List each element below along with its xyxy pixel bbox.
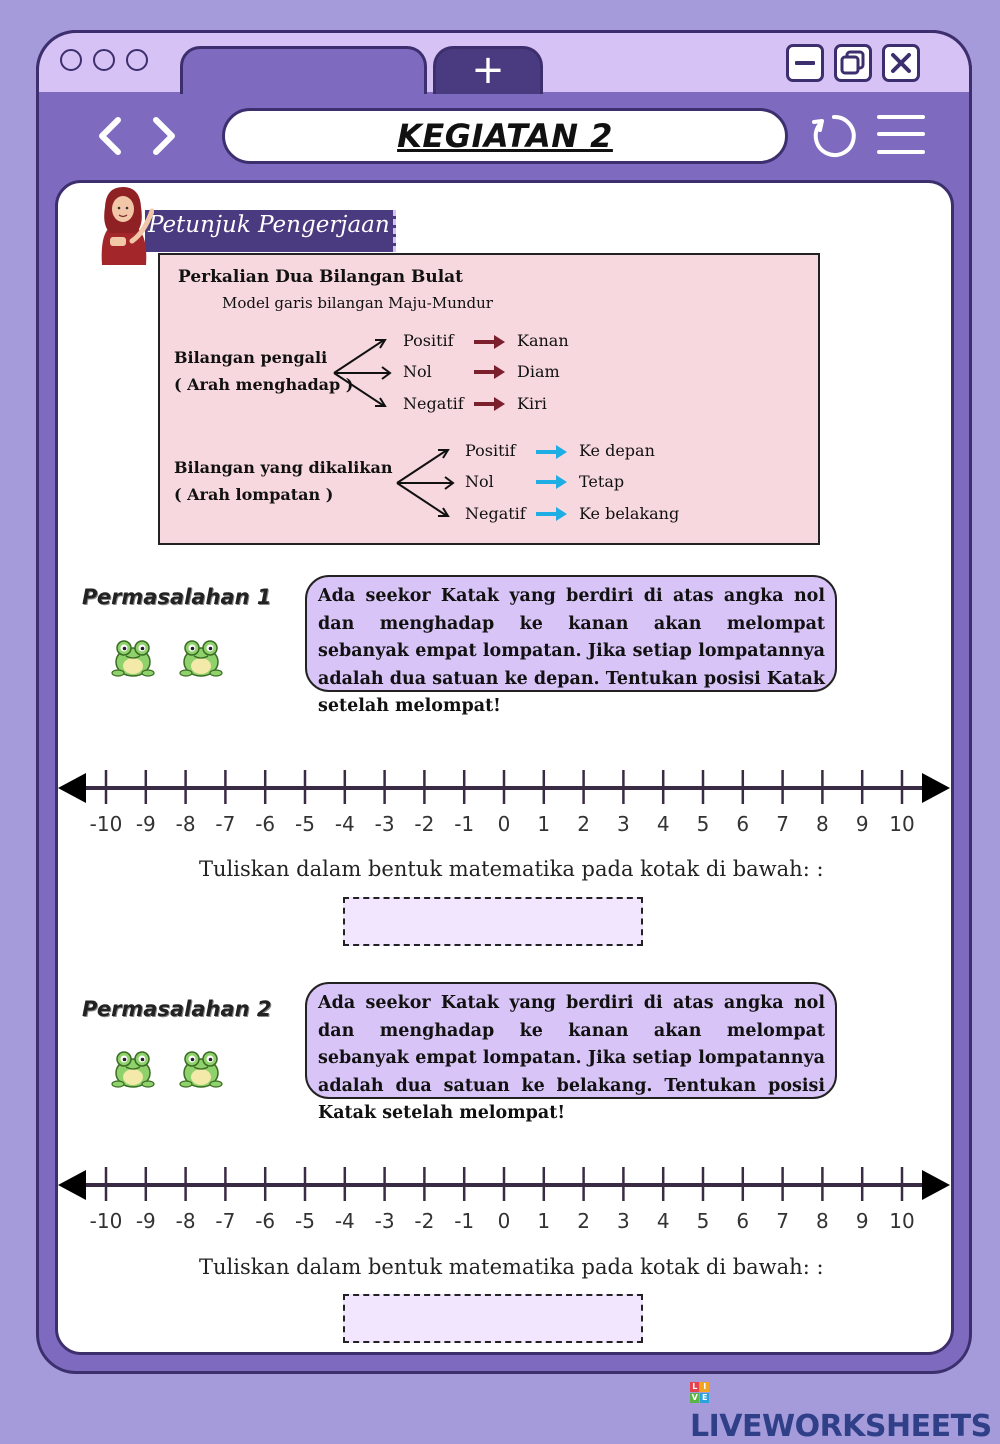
- teacher-illustration: [92, 185, 154, 267]
- tick-label: 8: [816, 812, 829, 836]
- tick-label: -3: [374, 1209, 395, 1233]
- reload-icon[interactable]: [808, 110, 860, 162]
- frog-icon: [111, 636, 157, 678]
- rule-sign: Nol: [465, 472, 494, 491]
- restore-button[interactable]: [834, 44, 872, 82]
- tick-label: -2: [414, 1209, 435, 1233]
- tick-label: -3: [374, 812, 395, 836]
- tick-label: 9: [855, 812, 869, 836]
- tick-label: 3: [617, 812, 630, 836]
- multiplicand-sublabel: ( Arah lompatan ): [174, 485, 334, 504]
- multiplicand-label: Bilangan yang dikalikan: [174, 458, 393, 477]
- tick-label: -10: [89, 1209, 123, 1233]
- tick-label: -10: [89, 812, 123, 836]
- menu-icon[interactable]: [874, 112, 930, 158]
- tick-label: 10: [889, 1209, 915, 1233]
- forward-button[interactable]: [144, 114, 184, 158]
- rule-result: Tetap: [579, 472, 625, 491]
- number-line-1: [56, 765, 952, 840]
- tick-label: -5: [295, 1209, 315, 1233]
- frog-icon: [111, 1047, 157, 1089]
- window-dot-icon: [93, 49, 115, 71]
- minimize-icon: [792, 50, 818, 76]
- tick-label: -4: [334, 812, 355, 836]
- back-button[interactable]: [90, 114, 130, 158]
- tick-label: -5: [295, 812, 315, 836]
- rule-result: Kanan: [517, 331, 569, 350]
- rule-result: Diam: [517, 362, 560, 381]
- tick-label: 5: [696, 812, 710, 836]
- tick-label: 2: [577, 1209, 590, 1233]
- tick-label: 2: [577, 812, 590, 836]
- tick-label: -6: [255, 1209, 276, 1233]
- frog-icon: [179, 636, 225, 678]
- tick-label: -4: [334, 1209, 355, 1233]
- tick-label: -1: [454, 1209, 475, 1233]
- rule-result: Kiri: [517, 394, 547, 413]
- liveworksheets-logo: L I V E LIVEWORKSHEETS: [690, 1382, 992, 1444]
- rules-heading: Perkalian Dua Bilangan Bulat: [178, 267, 464, 287]
- tick-label: 6: [736, 1209, 750, 1233]
- tick-label: -9: [135, 1209, 156, 1233]
- right-arrow-icon: [922, 773, 950, 803]
- multiplier-sublabel: ( Arah menghadap ): [174, 375, 354, 394]
- minimize-button[interactable]: [786, 44, 824, 82]
- restore-icon: [839, 49, 867, 77]
- problem-1-prompt: Tuliskan dalam bentuk matematika pada kotak di bawah: :: [199, 857, 824, 881]
- right-arrow-icon: [535, 442, 569, 524]
- rule-sign: Positif: [403, 331, 454, 350]
- problem-2-text: Ada seekor Katak yang berdiri di atas angka nol dan menghadap ke kanan akan melompat sebanyak empat lompatan. Jika setiap lompatannya adalah dua satuan ke belakang. Tentukan posisi Katak setelah melompat!: [305, 982, 837, 1099]
- left-arrow-icon: [58, 1170, 86, 1200]
- tick-label: -7: [215, 812, 236, 836]
- answer-1-input[interactable]: [343, 897, 643, 946]
- tick-label: 5: [696, 1209, 710, 1233]
- tick-label: 8: [816, 1209, 829, 1233]
- tick-label: 6: [736, 812, 750, 836]
- tick-label: 1: [537, 1209, 551, 1233]
- tick-label: -6: [255, 812, 276, 836]
- tick-label: 0: [497, 1209, 511, 1233]
- tick-label: 9: [855, 1209, 869, 1233]
- problem-2-prompt: Tuliskan dalam bentuk matematika pada kotak di bawah: :: [199, 1255, 824, 1279]
- tick-label: 0: [497, 812, 511, 836]
- problem-1-text: Ada seekor Katak yang berdiri di atas angka nol dan menghadap ke kanan akan melompat sebanyak empat lompatan. Jika setiap lompatannya adalah dua satuan ke depan. Tentukan posisi Katak setelah melompat!: [305, 575, 837, 692]
- right-arrow-icon: [922, 1170, 950, 1200]
- tick-label: 3: [617, 1209, 630, 1233]
- tick-label: 10: [889, 812, 915, 836]
- close-button[interactable]: [882, 44, 920, 82]
- tick-label: -1: [454, 812, 475, 836]
- tick-label: -2: [414, 812, 435, 836]
- rule-result: Ke belakang: [579, 504, 680, 523]
- branch-arrows-icon: [393, 442, 457, 524]
- new-tab-button[interactable]: [433, 46, 543, 94]
- browser-tab-active[interactable]: [180, 46, 427, 94]
- rule-sign: Negatif: [403, 394, 464, 413]
- rules-subheading: Model garis bilangan Maju-Mundur: [222, 294, 493, 312]
- problem-2-label: Permasalahan 2: [82, 997, 272, 1021]
- window-dot-icon: [126, 49, 148, 71]
- tick-label: -7: [215, 1209, 236, 1233]
- rule-sign: Positif: [465, 441, 516, 460]
- window-dot-icon: [60, 49, 82, 71]
- number-line-2: [56, 1162, 952, 1237]
- frog-icon: [179, 1047, 225, 1089]
- tick-label: 7: [776, 1209, 789, 1233]
- tick-label: 4: [656, 1209, 670, 1233]
- tick-label: -9: [135, 812, 156, 836]
- tick-label: 4: [656, 812, 670, 836]
- instructions-title: Petunjuk Pengerjaan: [148, 212, 390, 238]
- left-arrow-icon: [58, 773, 86, 803]
- plus-icon: +: [471, 47, 505, 93]
- rule-result: Ke depan: [579, 441, 655, 460]
- tick-label: 7: [776, 812, 789, 836]
- answer-2-input[interactable]: [343, 1294, 643, 1343]
- tick-label: -8: [175, 1209, 196, 1233]
- right-arrow-icon: [473, 332, 507, 414]
- problem-1-label: Permasalahan 1: [82, 585, 272, 609]
- multiplier-label: Bilangan pengali: [174, 348, 328, 367]
- liveworksheets-logo-icon: L I V E: [690, 1382, 709, 1403]
- tick-label: -8: [175, 812, 196, 836]
- rule-sign: Negatif: [465, 504, 526, 523]
- close-icon: [888, 50, 914, 76]
- rule-sign: Nol: [403, 362, 432, 381]
- branch-arrows-icon: [330, 332, 394, 414]
- tick-label: 1: [537, 812, 551, 836]
- address-bar[interactable]: [222, 108, 788, 164]
- page-title: KEGIATAN 2: [397, 117, 613, 155]
